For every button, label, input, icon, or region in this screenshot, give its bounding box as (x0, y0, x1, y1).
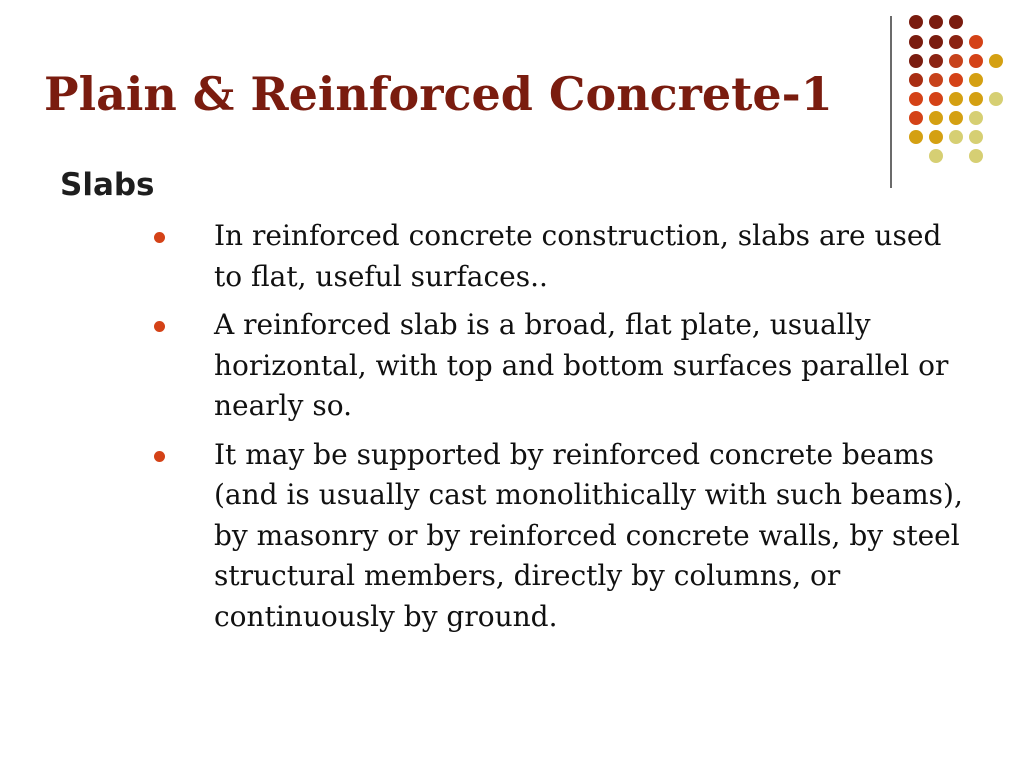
dot (929, 73, 943, 87)
dot (929, 35, 943, 49)
bullet-icon (154, 321, 165, 332)
section-heading: Slabs (60, 167, 155, 203)
slide-title: Plain & Reinforced Concrete-1 (44, 67, 833, 121)
dot (929, 92, 943, 106)
dot (949, 35, 963, 49)
dot (989, 54, 1003, 68)
dot (969, 111, 983, 125)
dot (929, 54, 943, 68)
dot (949, 15, 963, 29)
bullet-text: In reinforced concrete construction, slabs are used to flat, useful surfaces.. (214, 219, 942, 293)
bullet-text: A reinforced slab is a broad, flat plate, usually horizontal, with top and bottom surfaces parallel or nearly so. (214, 308, 949, 422)
dot (969, 149, 983, 163)
bullet-item (0, 435, 974, 638)
bullet-icon (154, 451, 165, 462)
dot (969, 92, 983, 106)
bullet-text: It may be supported by reinforced concrete beams (and is usually cast monolithically with such beams), by masonry or by reinforced concrete walls, by steel structural members, directly by columns, or continuously by ground. (214, 437, 963, 633)
dot (929, 15, 943, 29)
dot (969, 35, 983, 49)
dot (909, 111, 923, 125)
dot (909, 15, 923, 29)
dot (989, 92, 1003, 106)
dot (929, 130, 943, 144)
bullet-item (0, 216, 974, 297)
dot (969, 130, 983, 144)
dot (949, 54, 963, 68)
dot (909, 92, 923, 106)
bullet-list (0, 216, 1024, 645)
dot (949, 73, 963, 87)
dot (969, 54, 983, 68)
dot (949, 92, 963, 106)
bullet-item (0, 305, 974, 427)
dot (929, 111, 943, 125)
dot (929, 149, 943, 163)
vertical-divider (890, 16, 892, 188)
bullet-icon (154, 232, 165, 243)
dot (909, 73, 923, 87)
dot (909, 130, 923, 144)
dot (909, 54, 923, 68)
dot (969, 73, 983, 87)
dot (949, 111, 963, 125)
dot (909, 35, 923, 49)
dot (949, 130, 963, 144)
